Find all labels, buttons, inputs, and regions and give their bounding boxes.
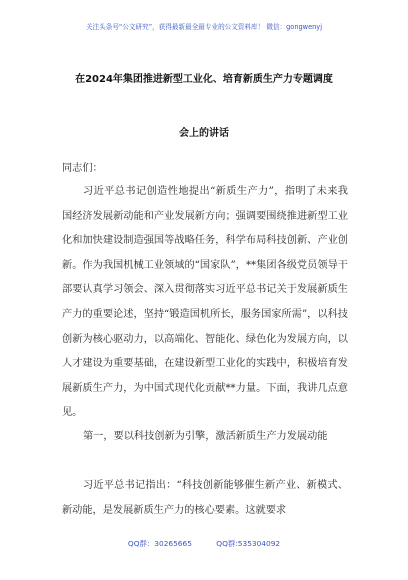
document-title-line-2: 会上的讲话 bbox=[179, 128, 229, 139]
document-title-line-1: 在2024年集团推进新型工业化、培育新质生产力专题调度 bbox=[75, 74, 333, 85]
promo-banner: 关注头条号“公文研究”，获得最新最全最专业的公文资料库！ 微信：gongwenyj bbox=[85, 23, 323, 31]
paragraph-intro: 习近平总书记创造性地提出“新质生产力”，指明了未来我国经济发展新动能和产业发展新方向；强调要围绕推进新型工业化和加快建设制造强国等战略任务，科学布局科技创新、产业创新。作为我国机械工业领域的“国家队”，**集团各级党员领导干部要认真学习领会、深入贯彻落实习近平总书记关于发展新质生产力的重要论述，坚持“锻造国机所长，服务国家所需”，以科技创新为核心驱动力，以高端化、智能化、绿色化为发展方向，以人才建设为重要基础，在建设新型工业化的实践中，积极培育发展新质生产力，为中国式现代化贡献**力量。下面，我讲几点意见。 bbox=[62, 186, 348, 419]
footer-qq-group-1: QQ群：30265665 bbox=[127, 539, 192, 548]
paragraph-quote: 习近平总书记指出：“科技创新能够催生新产业、新模式、新动能，是发展新质生产力的核心要素。这就要求 bbox=[62, 480, 348, 516]
paragraph-section-heading: 第一，要以科技创新为引擎，激活新质生产力发展动能 bbox=[83, 431, 328, 442]
salutation: 同志们： bbox=[62, 163, 103, 174]
footer-contact bbox=[0, 538, 408, 549]
footer-qq-group-2: QQ群:535304092 bbox=[216, 539, 281, 548]
